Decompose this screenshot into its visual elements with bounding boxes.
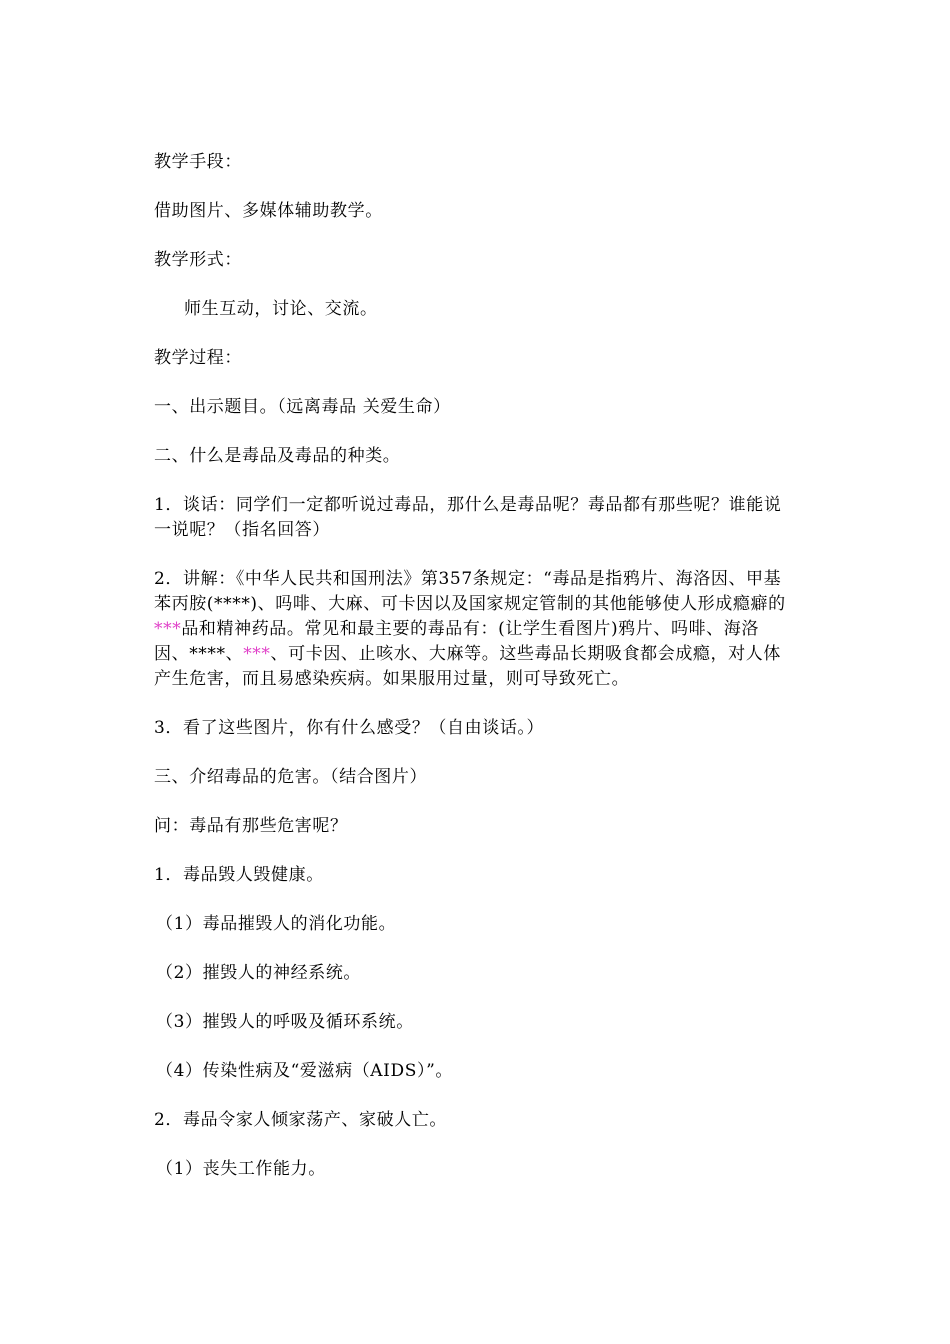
paragraph-talk: 1．谈话：同学们一定都听说过毒品，那什么是毒品呢？毒品都有那些呢？谁能说一说呢？（指名回答） (154, 495, 782, 540)
sub-item-disease: （4）传染性病及“爱滋病（AIDS）”。 (156, 1061, 453, 1081)
section-one: 一、出示题目。（远离毒品 关爱生命） (154, 397, 451, 417)
masked-text-2: *** (243, 644, 271, 664)
sub-item-respiratory: （3）摧毁人的呼吸及循环系统。 (156, 1012, 414, 1032)
heading-teaching-form: 教学形式： (154, 250, 242, 270)
sub-item-digestive: （1）毒品摧毁人的消化功能。 (156, 914, 397, 934)
section-two: 二、什么是毒品及毒品的种类。 (154, 446, 401, 466)
explanation-part-2: 品和精神药品。常见和最主要的毒品有：(让学生看图片)鸦片、吗啡、海洛因、****、 (154, 619, 759, 664)
explanation-part-3: 、可卡因、止咳水、大麻等。这些毒品长期吸食都会成瘾，对人体产生危害，而且易感染疾病。如果服用过量，则可导致死亡。 (154, 644, 781, 689)
heading-teaching-process: 教学过程： (154, 348, 242, 368)
sub-item-nervous: （2）摧毁人的神经系统。 (156, 963, 362, 983)
list-item-family: 2．毒品令家人倾家荡产、家破人亡。 (154, 1110, 448, 1130)
paragraph-explanation (154, 567, 794, 692)
heading-teaching-means: 教学手段： (154, 152, 242, 172)
paragraph-teaching-means: 借助图片、多媒体辅助教学。 (154, 201, 383, 221)
masked-text-1: *** (154, 619, 182, 639)
list-item-health: 1．毒品毁人毁健康。 (154, 865, 324, 885)
section-three: 三、介绍毒品的危害。（结合图片） (154, 767, 428, 787)
explanation-part-1: 2．讲解：《中华人民共和国刑法》第357条规定：“毒品是指鸦片、海洛因、甲基苯丙胺(****)、吗啡、大麻、可卡因以及国家规定管制的其他能够使人形成瘾癖的 (154, 569, 786, 614)
paragraph-feelings: 3．看了这些图片，你有什么感受？（自由谈话。） (154, 718, 545, 738)
sub-item-work-ability: （1）丧失工作能力。 (156, 1159, 326, 1179)
document-body (154, 150, 794, 1206)
paragraph-question: 问：毒品有那些危害呢？ (154, 816, 348, 836)
paragraph-teaching-form: 师生互动，讨论、交流。 (184, 299, 378, 319)
